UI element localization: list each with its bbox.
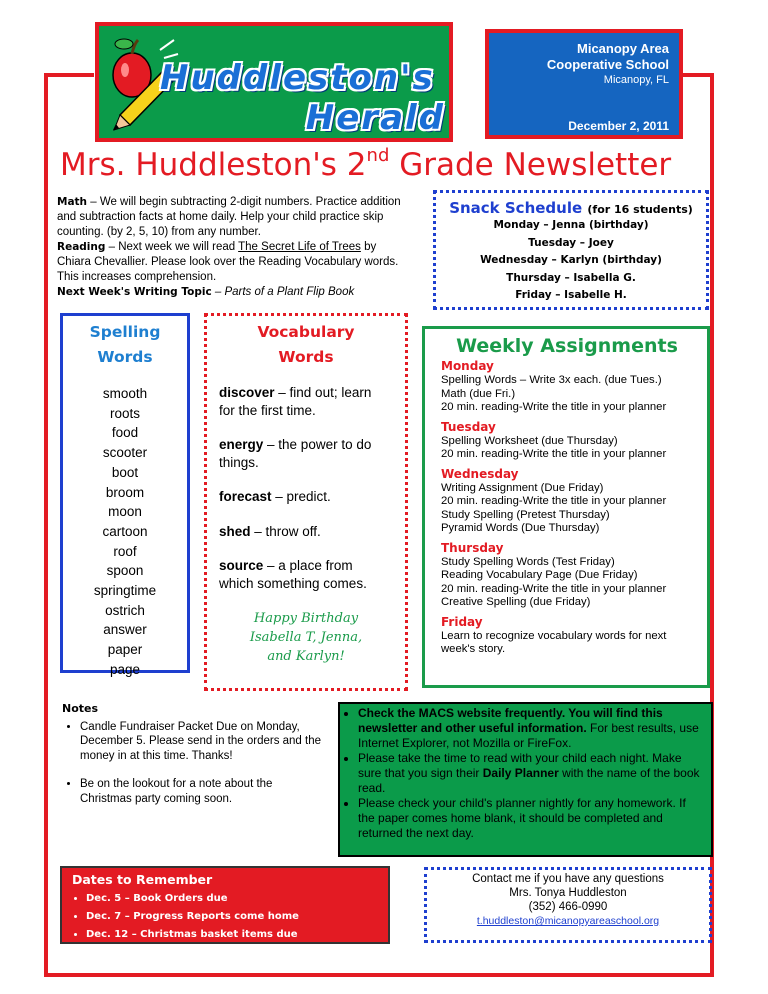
weekly-task: Spelling Worksheet (due Thursday) [441,434,618,447]
dates-to-remember-box [60,866,390,944]
school-name-line2: Cooperative School [546,57,669,72]
weekly-task: Spelling Words – Write 3x each. (due Tues.) [441,374,662,386]
spelling-word: page [109,661,141,677]
reading-info-post: with the name of the book read. [358,766,700,795]
math-text: – We will begin subtracting 2-digit numbers. Practice addition and subtraction facts at home daily. Help your child practice skip counting. (by 2, 5, 10) from any number. [57,196,401,238]
school-location: Micanopy, FL [603,74,669,86]
spelling-list [63,384,187,680]
spelling-word: ostrich [105,602,145,618]
spelling-title [63,320,187,370]
vocab-word: energy [219,437,264,452]
spelling-title-line2: Words [97,348,153,366]
snack-row: Tuesday – Joey [528,236,614,249]
vocab-def: – a place from which something comes. [219,558,367,591]
birthday-line3: and Karlyn! [267,649,345,664]
snack-row: Monday – Jenna (birthday) [493,219,649,231]
weekly-task: Pyramid Words (Due Thursday) [441,522,600,534]
math-label: Math [57,196,88,208]
snack-schedule-box [433,190,709,310]
snack-title [436,199,706,217]
headline-sup: nd [366,145,390,166]
weekly-task: 20 min. reading-Write the title in your planner [441,495,667,507]
weekly-day: Thursday [441,540,504,555]
vocab-def: – predict. [271,489,331,504]
weekly-day: Wednesday [441,466,519,481]
website-info-box [338,702,713,857]
weekly-task: Learn to recognize vocabulary words for next week's story. [441,629,667,655]
reading-paragraph [57,240,407,285]
vocab-item [207,523,379,541]
vocabulary-title-line1: Vocabulary [257,323,355,341]
weekly-task: 20 min. reading-Write the title in your planner [441,448,667,460]
newsletter-date: December 2, 2011 [568,119,669,133]
weekly-title: Weekly Assignments [456,335,678,357]
vocab-word: forecast [219,489,272,504]
newsletter-headline [60,145,720,183]
note-item: • Candle Fundraiser Packet Due on Monday, December 5. Please send in the orders and the money in at this time. Thanks! [80,720,322,764]
spelling-word: roof [113,543,137,559]
spelling-word: answer [103,622,147,638]
spelling-title-line1: Spelling [89,323,161,341]
note-item: • Be on the lookout for a note about the Christmas party coming soon. [80,777,322,806]
weekly-day: Monday [441,359,494,373]
vocab-item [207,436,379,471]
snack-row: Friday – Isabelle H. [515,289,627,301]
vocab-word: discover [219,385,275,400]
date-item: • Dec. 7 – Progress Reports come home [86,908,388,926]
reading-label: Reading [57,241,106,253]
weekly-task: Writing Assignment (Due Friday) [441,481,604,494]
frame-top-right [680,73,710,77]
snack-row: Wednesday – Karlyn (birthday) [480,254,662,266]
spelling-word: broom [105,484,145,500]
weekly-task: Study Spelling Words (Test Friday) [441,555,615,568]
snack-row: Thursday – Isabella G. [506,271,636,284]
weekly-assignments-box [422,326,710,688]
website-info-list [344,706,703,841]
notes-list [62,720,322,807]
contact-name: Mrs. Tonya Huddleston [509,887,627,899]
writing-paragraph [57,285,407,300]
spelling-word: cartoon [102,523,148,539]
spelling-word: spoon [106,563,144,579]
reading-info-item [358,751,703,796]
dates-title: Dates to Remember [72,872,213,887]
spelling-word: roots [109,405,140,421]
math-paragraph [57,195,407,240]
vocab-item [207,384,379,419]
website-info-bold: Check the MACS website frequently. You will find this newsletter and other useful information. [358,706,663,735]
school-name-line1: Micanopy Area [577,41,669,56]
spelling-word: smooth [102,386,148,401]
date-item: • Dec. 5 – Book Orders due [86,890,388,908]
birthday-line1: Happy Birthday [253,611,359,626]
contact-intro: Contact me if you have any questions [472,873,664,885]
reading-pre: – Next week we will read [105,241,239,253]
vocab-word: source [219,558,264,573]
notes-section [62,702,322,820]
weekly-day: Friday [441,614,483,629]
masthead-title-line1: Huddleston's [160,58,435,98]
website-info-rest: For best results, use Internet Explorer, not Mozilla or FireFox. [358,721,699,750]
weekly-task: 20 min. reading-Write the title in your planner [441,582,667,595]
daily-planner-label: Daily Planner [482,766,559,780]
spelling-word: boot [111,464,139,480]
snack-title-text: Snack Schedule [449,199,583,217]
weekly-day: Tuesday [441,419,496,434]
reading-info-pre: Please take the time to read with your child each night. Make sure that you sign their [358,751,682,780]
spelling-word: paper [107,642,143,658]
vocab-item [207,488,379,506]
reading-post: by Chiara Chevallier. Please look over the Reading Vocabulary words. This increases comprehension. [57,241,399,283]
masthead-title-line2: Herald [305,98,445,138]
spelling-word: scooter [102,445,148,461]
intro-section [57,195,407,300]
contact-email-link[interactable]: t.huddleston@micanopyareaschool.org [476,915,660,927]
weekly-task: Study Spelling (Pretest Thursday) [441,508,610,521]
planner-info-item: • Please check your child's planner nightly for any homework. If the paper comes home blank, it should be completed and returned the next day. [358,796,703,841]
vocab-def: – find out; learn for the first time. [219,385,372,418]
reading-book-title: The Secret Life of Trees [238,241,361,253]
spelling-word: springtime [93,583,157,599]
writing-label: Next Week's Writing Topic [57,286,212,298]
vocab-def: – the power to do things. [219,437,372,470]
spelling-word: moon [108,504,142,520]
vocabulary-box [204,313,408,691]
vocab-item [207,557,369,592]
birthday-message [207,609,405,666]
date-item: • Dec. 12 – Christmas basket items due [86,926,388,944]
weekly-task: Math (due Fri.) [441,387,516,400]
weekly-task: 20 min. reading-Write the title in your planner [441,401,667,413]
spelling-words-box [60,313,190,677]
writing-text: – Parts of a Plant Flip Book [211,286,355,298]
contact-phone: (352) 466-0990 [528,901,608,913]
website-info-item [358,706,703,751]
vocab-word: shed [219,523,251,539]
vocabulary-title [207,320,405,370]
weekly-task: Reading Vocabulary Page (Due Friday) [441,569,638,581]
headline-after: Grade Newsletter [389,147,672,183]
notes-title: Notes [62,702,99,715]
contact-box [424,867,712,943]
weekly-task: Creative Spelling (due Friday) [441,596,591,608]
school-info-box [485,29,683,139]
snack-note: (for 16 students) [587,203,693,216]
dates-list [72,890,388,944]
birthday-line2: Isabella T, Jenna, [249,630,363,645]
vocab-def: – throw off. [250,523,321,539]
vocabulary-title-line2: Words [278,348,334,366]
spelling-word: food [111,425,139,441]
headline-before: Mrs. Huddleston's 2 [60,147,367,183]
frame-top-left [44,73,94,77]
